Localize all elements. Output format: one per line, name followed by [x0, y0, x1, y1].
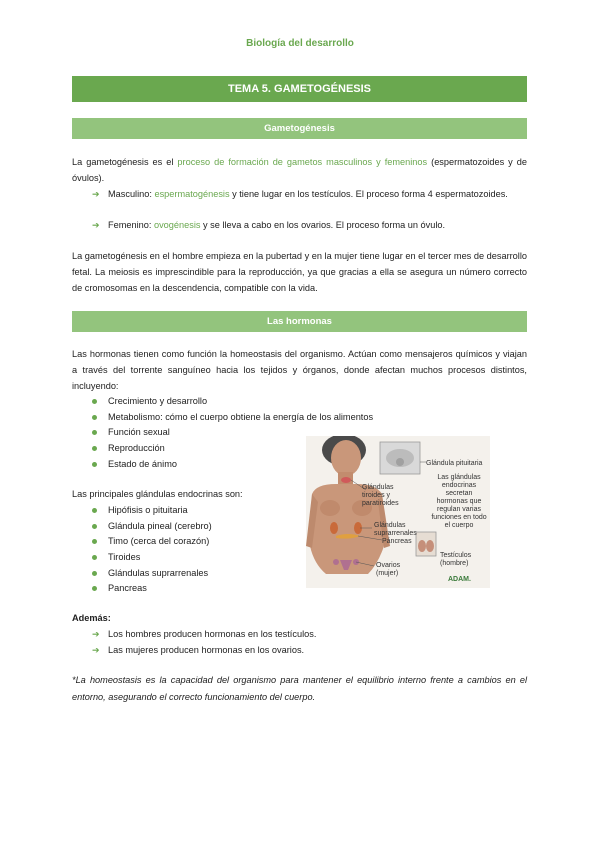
- bullet-icon: [92, 524, 97, 529]
- adam-logo: ADAM.: [448, 576, 471, 583]
- highlight-text: ovogénesis: [153, 220, 201, 230]
- list-item-femenino: [92, 217, 527, 233]
- homeostasis-footnote: *La homeostasis es la capacidad del organismo para mantener el equilibrio interno frente a cambios en el entorno, asegurando el correcto funcionamiento del cuerpo.: [72, 675, 527, 702]
- figure-label-testes: Testículos (hombre): [440, 552, 472, 567]
- bullet-icon: [92, 571, 97, 576]
- highlight-text: proceso de formación de gametos masculinos y femeninos: [177, 157, 428, 167]
- bullet-icon: [92, 415, 97, 420]
- paragraph-meiosis: La gametogénesis en el hombre empieza en la pubertad y en la mujer tiene lugar en el tercer mes de desarrollo fetal. La meiosis es imprescindible para la reproducción, ya que gracias a ella se asegura un número correcto de cromosomas en la descendencia, compatible con la vida.: [72, 251, 527, 293]
- highlight-text: espermatogénesis: [154, 189, 230, 199]
- ademas-label: Además:: [72, 613, 111, 623]
- bullet-icon: [92, 555, 97, 560]
- list-item: Glándulas suprarrenales: [92, 565, 208, 581]
- chapter-title: TEMA 5. GAMETOGÉNESIS: [72, 76, 527, 102]
- arrow-icon: ➔: [92, 645, 100, 655]
- list-item-hombres: ➔ Los hombres producen hormonas en los testículos.: [92, 626, 527, 642]
- bullet-icon: [92, 446, 97, 451]
- figure-label-pancreas: Páncreas: [382, 538, 412, 545]
- text: (espermatozoides y de óvulos).: [72, 157, 527, 183]
- bullet-icon: [92, 399, 97, 404]
- list-item: Estado de ánimo: [92, 456, 177, 472]
- bullet-icon: [92, 430, 97, 435]
- list-item: Tiroides: [92, 549, 140, 565]
- bullet-icon: [92, 586, 97, 591]
- paragraph-glandulas: Las principales glándulas endocrinas son:: [72, 489, 243, 499]
- arrow-icon: ➔: [92, 189, 100, 199]
- list-item-masculino: [92, 186, 527, 202]
- text: La gametogénesis es el: [72, 157, 178, 167]
- bullet-icon: [92, 539, 97, 544]
- running-header: Biología del desarrollo: [246, 38, 354, 49]
- section-heading-gametogenesis: Gametogénesis: [72, 118, 527, 139]
- list-item: Glándula pineal (cerebro): [92, 518, 212, 534]
- list-item-mujeres: ➔ Las mujeres producen hormonas en los ovarios.: [92, 642, 527, 658]
- paragraph-definition: [72, 154, 527, 186]
- arrow-icon: ➔: [92, 220, 100, 230]
- figure-label-pituitary: Glándula pituitaria: [426, 460, 483, 467]
- endocrine-glands-illustration: [306, 436, 490, 588]
- list-item: Reproducción: [92, 440, 165, 456]
- text: Masculino:: [108, 189, 155, 199]
- text: y tiene lugar en los testículos. El proceso forma 4 espermatozoides.: [229, 189, 508, 199]
- section-heading-hormonas: Las hormonas: [72, 311, 527, 332]
- figure-label-description: Las glándulas endocrinas secretan hormonas que regulan varias funciones en todo el cuerpo: [431, 474, 487, 529]
- list-item: Timo (cerca del corazón): [92, 533, 209, 549]
- list-item: Pancreas: [92, 580, 147, 596]
- bullet-icon: [92, 508, 97, 513]
- figure-label-thyroid: Glándulas tiroides y paratiroides: [362, 484, 399, 507]
- list-item: Metabolismo: cómo el cuerpo obtiene la energía de los alimentos: [92, 409, 373, 425]
- list-item: Crecimiento y desarrollo: [92, 393, 207, 409]
- text: y se lleva a cabo en los ovarios. El proceso forma un óvulo.: [200, 220, 446, 230]
- text: Femenino:: [108, 220, 154, 230]
- bullet-icon: [92, 462, 97, 467]
- list-item: Hipófisis o pituitaria: [92, 502, 188, 518]
- arrow-icon: ➔: [92, 629, 100, 639]
- list-item: Función sexual: [92, 424, 170, 440]
- figure-label-ovaries: Ovarios (mujer): [376, 562, 401, 577]
- paragraph-hormonas: Las hormonas tienen como función la homeostasis del organismo. Actúan como mensajeros químicos y viajan a través del torrente sanguíneo hacia los tejidos y órganos, donde afectan muchos procesos distintos, incluyendo:: [72, 349, 527, 391]
- figure-label-adrenal: Glándulas suprarrenales: [374, 522, 417, 537]
